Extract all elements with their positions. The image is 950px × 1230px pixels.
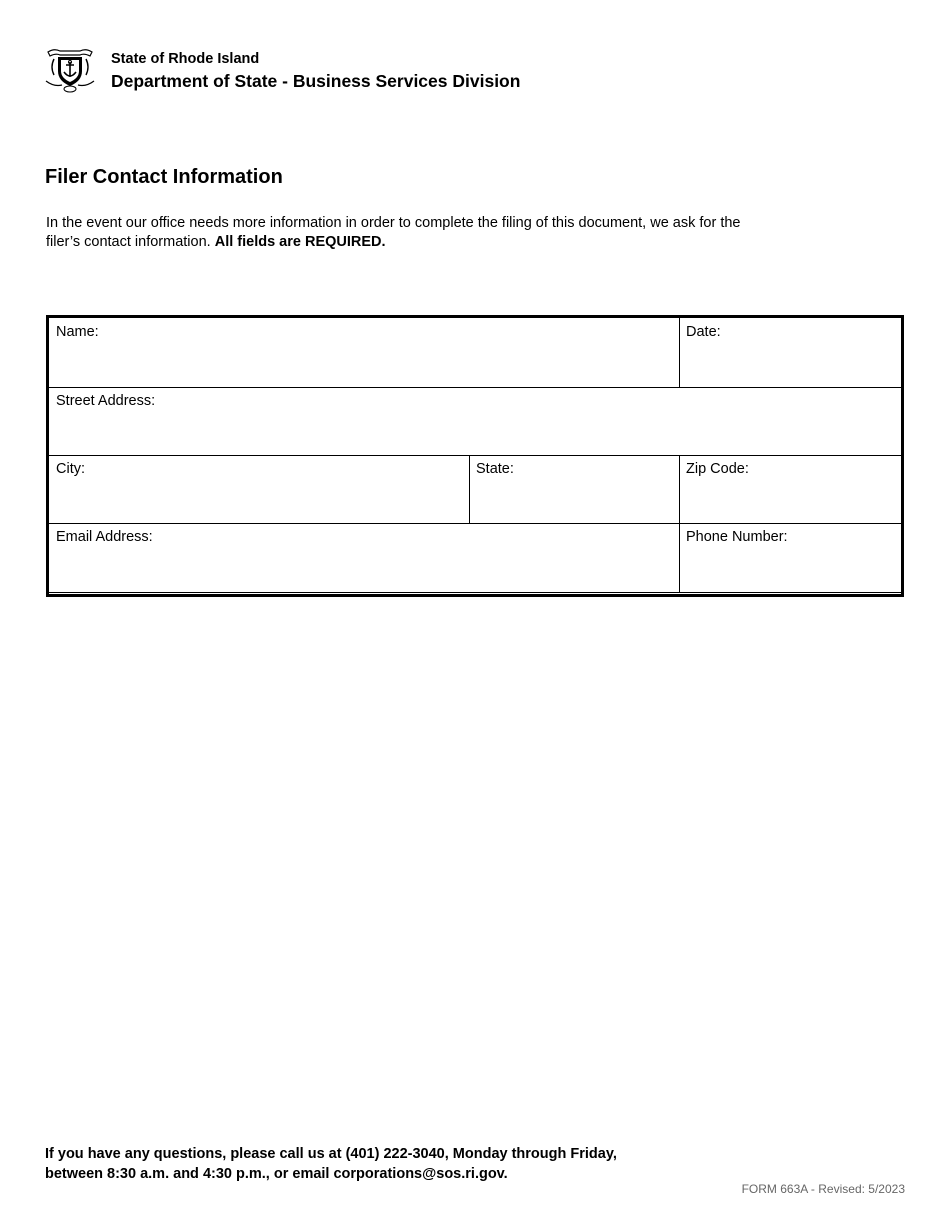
city-field[interactable]: [49, 455, 469, 523]
intro-line1: In the event our office needs more information in order to complete the filing of this document, we ask for the: [46, 215, 741, 231]
contact-form-table: [46, 315, 904, 597]
footer-line2: between 8:30 a.m. and 4:30 p.m., or email corporations@sos.ri.gov.: [45, 1165, 508, 1182]
phone-number-field[interactable]: [679, 523, 901, 592]
form-number: FORM 663A - Revised: 5/2023: [741, 1182, 905, 1196]
state-seal-logo: [44, 43, 96, 93]
name-label: Name:: [56, 324, 99, 340]
street-address-label: Street Address:: [56, 393, 156, 409]
city-label: City:: [56, 461, 85, 477]
date-field[interactable]: [679, 318, 901, 387]
footer-line1: If you have any questions, please call us at (401) 222-3040, Monday through Friday,: [45, 1146, 617, 1162]
intro-line2: filer’s contact information.: [46, 234, 211, 250]
required-notice: All fields are REQUIRED.: [214, 234, 386, 250]
date-label: Date:: [686, 324, 721, 340]
state-field[interactable]: [469, 455, 679, 523]
page-title: Filer Contact Information: [45, 166, 283, 188]
state-label: State:: [476, 461, 514, 477]
zip-code-label: Zip Code:: [686, 461, 749, 477]
street-address-field[interactable]: [49, 387, 901, 455]
intro-text: [46, 214, 826, 252]
header-department: Department of State - Business Services Division: [111, 71, 521, 91]
email-address-field[interactable]: [49, 523, 679, 592]
name-field[interactable]: [49, 318, 679, 387]
zip-code-field[interactable]: [679, 455, 901, 523]
email-address-label: Email Address:: [56, 529, 153, 545]
row-divider: [49, 592, 901, 593]
footer-contact-notice: [45, 1145, 617, 1184]
phone-number-label: Phone Number:: [686, 529, 788, 545]
header-state: State of Rhode Island: [111, 51, 260, 67]
